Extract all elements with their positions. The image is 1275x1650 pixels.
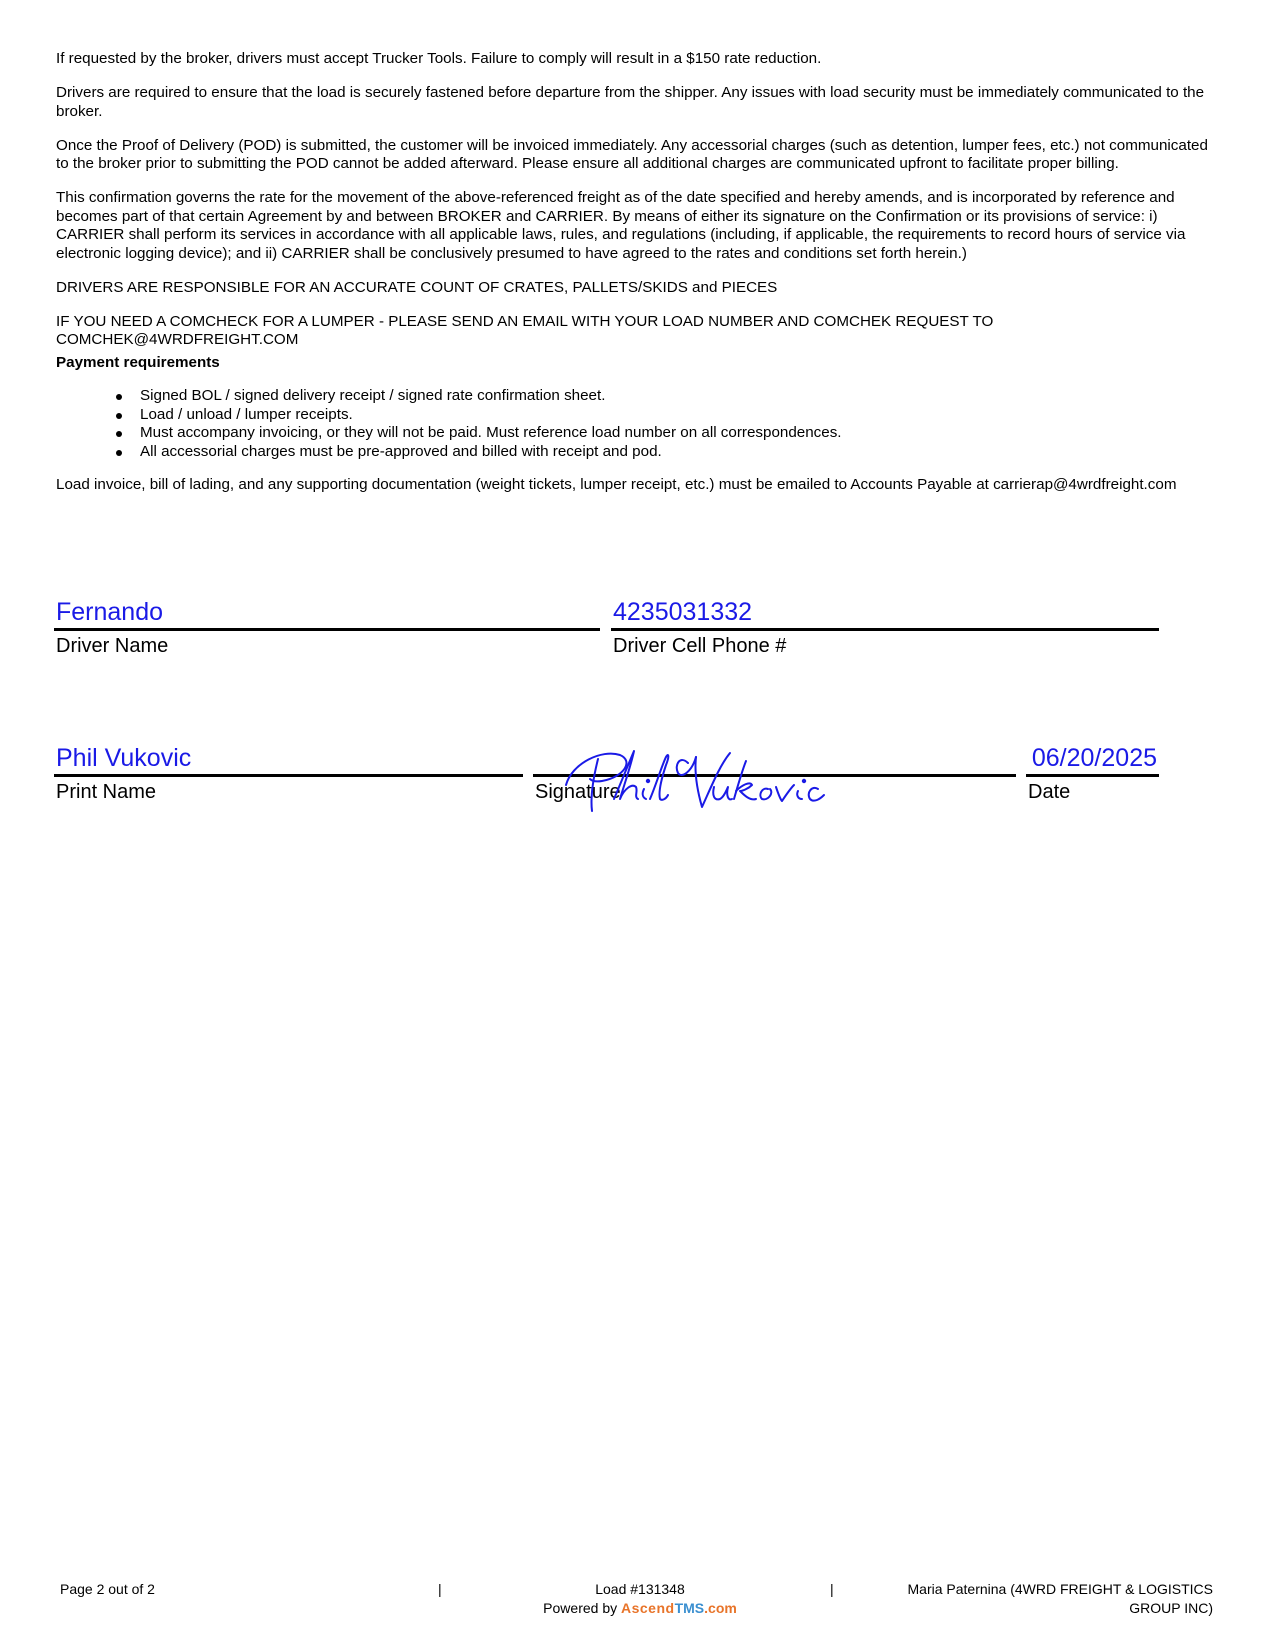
driver-phone-value: 4235031332 [613,598,753,626]
list-item: Must accompany invoicing, or they will not be paid. Must reference load number on all correspondences. [140,424,1216,443]
page-number: Page 2 out of 2 [60,1581,155,1597]
print-name-line [54,774,523,777]
pod-invoicing-clause: Once the Proof of Delivery (POD) is submitted, the customer will be invoiced immediately. Any accessorial charges (such as detention, lumper fees, etc.) not communicated to the broker prior to submitting the POD cannot be added afterward. Please ensure all additional charges are communicated upfront to facilitate proper billing. [56,136,1208,172]
date-line [1026,774,1159,777]
print-name-label: Print Name [56,781,157,803]
rate-confirmation-clause: This confirmation governs the rate for the movement of the above-referenced freight as of the date specified and hereby amends, and is incorporated by reference and becomes part of that certain Agreement by and between BROKER and CARRIER. By means of either its signature on the Confirmation or its provisions of service: i) CARRIER shall perform its services in accordance with all applicable laws, rules, and regulations (including, if applicable, the requirements to record hours of service via electronic logging device); and ii) CARRIER shall be conclusively presumed to have agreed to the rates and conditions set forth herein.) [56,189,1186,262]
driver-phone-line [611,628,1159,631]
invoice-submission-note: Load invoice, bill of lading, and any supporting documentation (weight tickets, lumper receipt, etc.) must be emailed to Accounts Payable at carrierap@4wrdfreight.com [56,476,1177,493]
brand-tms: TMS [674,1600,705,1616]
print-name-field [54,743,523,804]
trucker-tools-clause: If requested by the broker, drivers must accept Trucker Tools. Failure to comply will result in a $150 rate reduction. [56,50,822,67]
date-label: Date [1028,781,1071,803]
handwritten-signature [562,745,842,817]
brand-com: .com [704,1600,737,1616]
list-item: Signed BOL / signed delivery receipt / signed rate confirmation sheet. [140,387,1216,406]
terms-section [56,50,1216,510]
driver-phone-field [611,597,1159,658]
load-security-clause: Drivers are required to ensure that the load is securely fastened before departure from the shipper. Any issues with load security must be immediately communicated to the broker. [56,84,1205,120]
powered-by [500,1599,780,1618]
date-value: 06/20/2025 [1031,744,1157,772]
powered-by-label: Powered by [543,1600,618,1616]
count-responsibility-clause: DRIVERS ARE RESPONSIBLE FOR AN ACCURATE COUNT OF CRATES, PALLETS/SKIDS and PIECES [56,278,778,296]
prepared-by: Maria Paternina (4WRD FREIGHT & LOGISTICS GROUP INC) [907,1581,1213,1616]
footer-separator: | [830,1581,834,1597]
load-number: Load #131348 [595,1581,685,1597]
list-item: All accessorial charges must be pre-approved and billed with receipt and pod. [140,443,1216,462]
list-item: Load / unload / lumper receipts. [140,406,1216,425]
payment-requirements-heading: Payment requirements [56,353,220,371]
driver-name-field [54,597,600,658]
date-field [1026,743,1159,804]
driver-phone-label: Driver Cell Phone # [613,635,787,657]
footer-separator: | [438,1581,442,1597]
driver-name-value: Fernando [56,598,164,626]
signature-label: Signature [535,781,621,803]
footer-center [500,1580,780,1618]
driver-name-line [54,628,600,631]
brand-ascend: Ascend [621,1600,675,1616]
driver-name-label: Driver Name [56,635,169,657]
payment-requirements-list [56,387,1216,461]
comcheck-clause: IF YOU NEED A COMCHECK FOR A LUMPER - PLEASE SEND AN EMAIL WITH YOUR LOAD NUMBER AND COMCHEK REQUEST TO COMCHEK@4WRDFREIGHT.COM [56,312,994,348]
print-name-value: Phil Vukovic [56,744,192,772]
